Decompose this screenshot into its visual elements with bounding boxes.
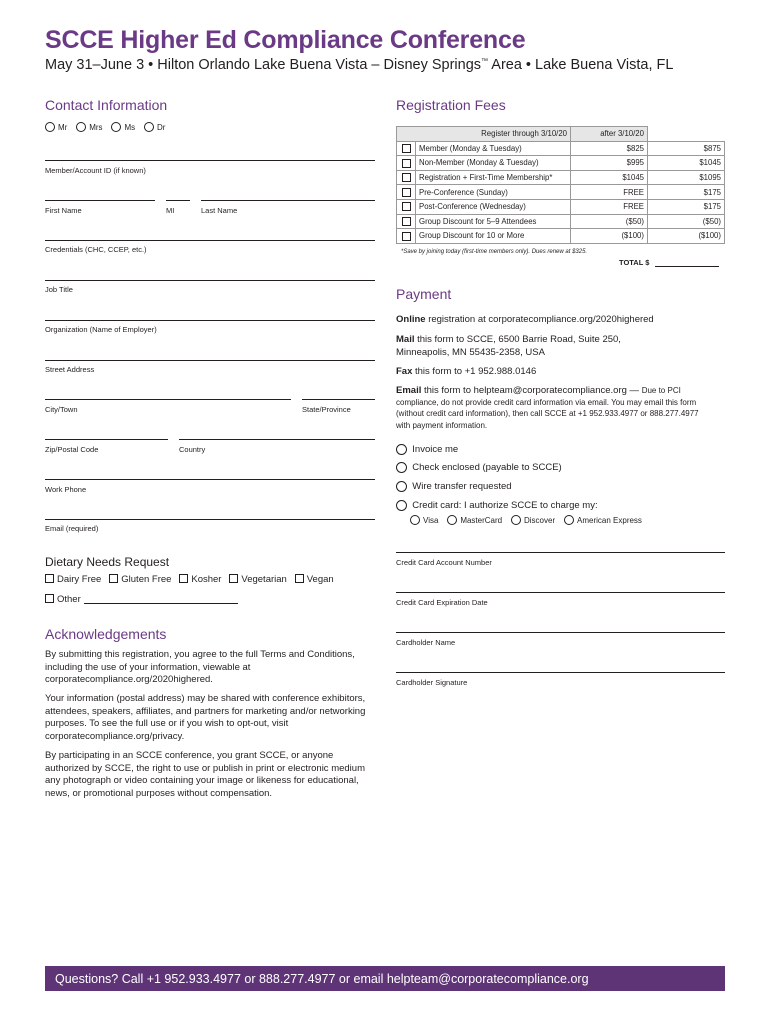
fee-label: Post-Conference (Wednesday) (416, 199, 571, 214)
fee-label: Group Discount for 10 or More (416, 229, 571, 244)
fees-table (396, 126, 725, 244)
checkbox-icon[interactable] (45, 574, 54, 583)
organization-field[interactable] (45, 320, 375, 321)
salutation-mr[interactable]: Mr (45, 123, 67, 132)
card-type-group (410, 516, 642, 526)
radio-icon[interactable] (45, 122, 55, 132)
fee-label: Registration + First-Time Membership* (416, 170, 571, 185)
page-title: SCCE Higher Ed Compliance Conference (45, 26, 526, 54)
member-id-label: Member/Account ID (if known) (45, 166, 146, 175)
fee-checkbox[interactable] (397, 214, 416, 229)
subtitle-location: Area • Lake Buena Vista, FL (488, 57, 674, 73)
fee-late: ($100) (648, 229, 725, 244)
fee-early: FREE (571, 199, 648, 214)
radio-icon[interactable] (144, 122, 154, 132)
contact-heading: Contact Information (45, 97, 168, 113)
fee-early: FREE (571, 185, 648, 200)
radio-icon[interactable] (564, 515, 574, 525)
radio-icon[interactable] (447, 515, 457, 525)
fee-checkbox[interactable] (397, 156, 416, 171)
ack-paragraph-3: By participating in an SCCE conference, you grant SCCE, or anyone authorized by SCCE, the right to use or publish in print or electronic medium any photograph or video containing your image or likeness for educational, news, or promotional purposes without compensation. (45, 750, 365, 799)
cardholder-name-label: Cardholder Name (396, 638, 456, 647)
payment-email: Email this form to helpteam@corporatecompliance.org — Due to PCI compliance, do not provide credit card information via email. You may email this form (without credit card information), then call SCCE at +1 952.933.4977 or 888.277.4977 with payment information. (396, 385, 699, 430)
credentials-field[interactable] (45, 240, 375, 241)
col-early-header: Register through 3/10/20 (397, 127, 571, 142)
pci-note: Due to PCI compliance, do not provide credit card information via email. You may email this form (without credit card information), then call SCCE at +1 952.933.4977 or 888.277.4977 with payment information. (396, 386, 699, 430)
salutation-ms[interactable]: Ms (111, 123, 135, 132)
method-invoice[interactable]: Invoice me (396, 443, 458, 456)
fee-late: $1095 (648, 170, 725, 185)
member-id-field[interactable] (45, 160, 375, 161)
email-field[interactable] (45, 519, 375, 520)
fee-early: $995 (571, 156, 648, 171)
checkbox-icon[interactable] (229, 574, 238, 583)
fee-late: ($50) (648, 214, 725, 229)
checkbox-icon[interactable] (402, 144, 411, 153)
trademark-mark: ™ (481, 58, 489, 65)
fee-checkbox[interactable] (397, 185, 416, 200)
fee-late: $875 (648, 141, 725, 156)
radio-icon[interactable] (511, 515, 521, 525)
table-row (397, 170, 725, 185)
checkbox-icon[interactable] (402, 173, 411, 182)
footer-contact: Questions? Call +1 952.933.4977 or 888.277.4977 or email helpteam@corporatecompliance.org (55, 972, 589, 986)
checkbox-icon[interactable] (109, 574, 118, 583)
zip-field[interactable] (45, 439, 168, 440)
first-name-label: First Name (45, 206, 82, 215)
city-label: City/Town (45, 405, 78, 414)
fee-early: $1045 (571, 170, 648, 185)
method-credit-card[interactable]: Credit card: I authorize SCCE to charge my: (396, 499, 598, 512)
checkbox-icon[interactable] (402, 159, 411, 168)
fee-checkbox[interactable] (397, 170, 416, 185)
total-field[interactable] (655, 266, 719, 267)
cardholder-signature-label: Cardholder Signature (396, 678, 468, 687)
fee-checkbox[interactable] (397, 141, 416, 156)
diet-vegetarian[interactable]: Vegetarian (229, 574, 286, 585)
table-row (397, 156, 725, 171)
ack-paragraph-1: By submitting this registration, you agree to the full Terms and Conditions, including the use of your information, viewable at corporatecompliance.org/2020highered. (45, 649, 355, 685)
dietary-heading: Dietary Needs Request (45, 555, 170, 569)
last-name-label: Last Name (201, 206, 238, 215)
street-label: Street Address (45, 365, 95, 374)
fee-checkbox[interactable] (397, 229, 416, 244)
checkbox-icon[interactable] (402, 202, 411, 211)
checkbox-icon[interactable] (402, 217, 411, 226)
table-row (397, 214, 725, 229)
salutation-mrs[interactable]: Mrs (76, 123, 102, 132)
card-discover[interactable]: Discover (511, 516, 555, 525)
diet-dairy-free[interactable]: Dairy Free (45, 574, 101, 585)
fee-early: $825 (571, 141, 648, 156)
cc-number-label: Credit Card Account Number (396, 558, 492, 567)
payment-online: Online registration at corporatecompliance.org/2020highered (396, 314, 654, 325)
fees-heading: Registration Fees (396, 97, 506, 113)
job-title-field[interactable] (45, 280, 375, 281)
ack-paragraph-2: Your information (postal address) may be shared with conference exhibitors, attendees, speakers, affiliates, and partners for marketing and/or networking purposes. To see the full use or if you wish to opt-out, visit corporatecompliance.org/privacy. (45, 693, 366, 742)
cc-number-field[interactable] (396, 552, 725, 553)
col-late-header: after 3/10/20 (571, 127, 648, 142)
fee-label: Member (Monday & Tuesday) (416, 141, 571, 156)
city-field[interactable] (45, 399, 291, 400)
dietary-options (45, 574, 334, 585)
checkbox-icon[interactable] (295, 574, 304, 583)
card-visa[interactable]: Visa (410, 516, 438, 525)
diet-vegan[interactable]: Vegan (295, 574, 334, 585)
credentials-label: Credentials (CHC, CCEP, etc.) (45, 245, 147, 254)
table-row (397, 141, 725, 156)
radio-icon[interactable] (396, 481, 407, 492)
fees-footnote: *Save by joining today (first-time members only). Dues renew at $325. (401, 249, 588, 255)
salutation-group (45, 123, 165, 133)
street-field[interactable] (45, 360, 375, 361)
diet-other-field[interactable] (84, 603, 238, 604)
cardholder-name-field[interactable] (396, 632, 725, 633)
fee-label: Non-Member (Monday & Tuesday) (416, 156, 571, 171)
radio-icon[interactable] (76, 122, 86, 132)
card-mastercard[interactable]: MasterCard (447, 516, 502, 525)
job-title-label: Job Title (45, 285, 73, 294)
method-check[interactable]: Check enclosed (payable to SCCE) (396, 461, 562, 474)
country-field[interactable] (179, 439, 375, 440)
table-row (397, 199, 725, 214)
method-wire[interactable]: Wire transfer requested (396, 480, 512, 493)
ack-heading: Acknowledgements (45, 626, 167, 642)
fee-early: ($100) (571, 229, 648, 244)
radio-icon[interactable] (396, 444, 407, 455)
fee-late: $175 (648, 185, 725, 200)
fee-late: $1045 (648, 156, 725, 171)
total-label: TOTAL $ (619, 258, 650, 267)
payment-fax: Fax this form to +1 952.988.0146 (396, 366, 537, 377)
work-phone-label: Work Phone (45, 485, 87, 494)
country-label: Country (179, 445, 206, 454)
mi-label: MI (166, 206, 175, 215)
diet-kosher[interactable]: Kosher (179, 574, 221, 585)
payment-heading: Payment (396, 286, 452, 302)
state-label: State/Province (302, 405, 351, 414)
footer-banner (45, 966, 725, 991)
cc-expiration-field[interactable] (396, 592, 725, 593)
subtitle-main: May 31–June 3 • Hilton Orlando Lake Buena Vista – Disney Springs (45, 57, 482, 73)
email-label: Email (required) (45, 524, 99, 533)
cardholder-signature-field[interactable] (396, 672, 725, 673)
card-amex[interactable]: American Express (564, 516, 642, 525)
payment-mail: Mail this form to SCCE, 6500 Barrie Road, Suite 250, Minneapolis, MN 55435-2358, USA (396, 334, 621, 358)
salutation-dr[interactable]: Dr (144, 123, 165, 132)
checkbox-icon[interactable] (402, 188, 411, 197)
fee-checkbox[interactable] (397, 199, 416, 214)
mi-field[interactable] (166, 200, 190, 201)
work-phone-field[interactable] (45, 479, 375, 480)
state-field[interactable] (302, 399, 375, 400)
fee-label: Pre-Conference (Sunday) (416, 185, 571, 200)
fee-early: ($50) (571, 214, 648, 229)
table-row (397, 229, 725, 244)
diet-other[interactable]: Other (45, 594, 81, 605)
radio-icon[interactable] (396, 500, 407, 511)
radio-icon[interactable] (111, 122, 121, 132)
fees-header-row (397, 127, 725, 142)
fee-label: Group Discount for 5–9 Attendees (416, 214, 571, 229)
fee-late: $175 (648, 199, 725, 214)
diet-gluten-free[interactable]: Gluten Free (109, 574, 171, 585)
checkbox-icon[interactable] (402, 232, 411, 241)
first-name-field[interactable] (45, 200, 155, 201)
table-row (397, 185, 725, 200)
last-name-field[interactable] (201, 200, 375, 201)
conference-details (45, 57, 673, 73)
organization-label: Organization (Name of Employer) (45, 325, 157, 334)
radio-icon[interactable] (410, 515, 420, 525)
checkbox-icon[interactable] (45, 594, 54, 603)
cc-expiration-label: Credit Card Expiration Date (396, 598, 488, 607)
checkbox-icon[interactable] (179, 574, 188, 583)
radio-icon[interactable] (396, 462, 407, 473)
zip-label: Zip/Postal Code (45, 445, 99, 454)
